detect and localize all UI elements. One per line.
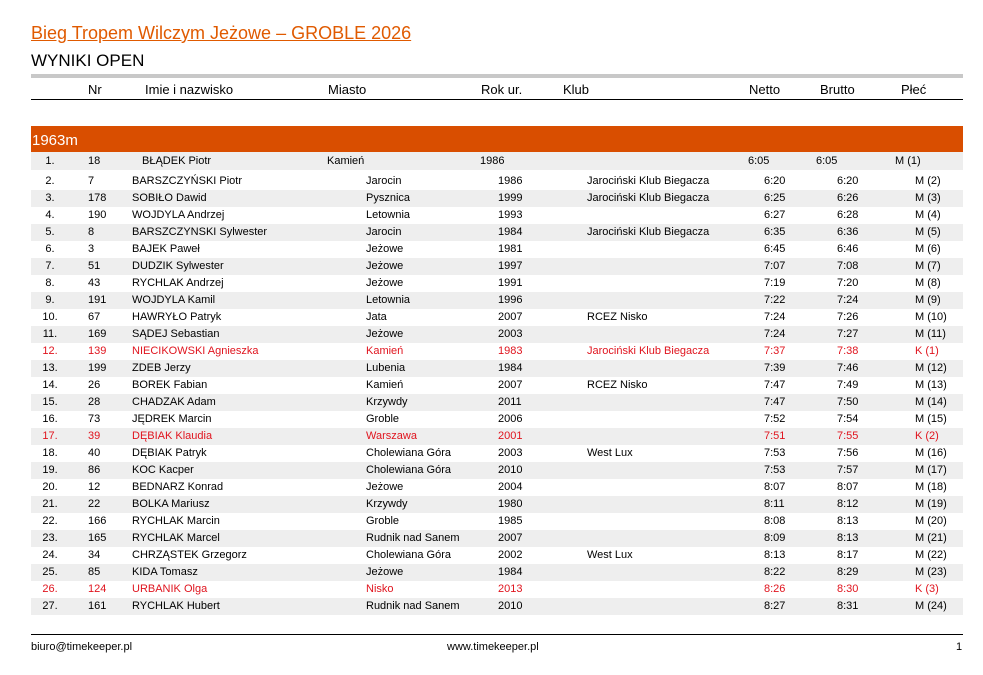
cell-brutto: 8:30: [837, 583, 859, 595]
cell-name: ZDEB Jerzy: [132, 362, 191, 374]
footer-website: www.timekeeper.pl: [447, 641, 539, 653]
cell-brutto: 7:56: [837, 447, 859, 459]
document-subtitle: WYNIKI OPEN: [31, 51, 145, 70]
cell-year: 2013: [498, 583, 523, 595]
cell-city: Cholewiana Góra: [366, 464, 451, 476]
cell-brutto: 6:28: [837, 209, 859, 221]
cell-year: 1984: [498, 226, 523, 238]
header-nr: Nr: [88, 82, 102, 97]
footer-divider: [31, 634, 963, 635]
cell-city: Pysznica: [366, 192, 411, 204]
document-title: Bieg Tropem Wilczym Jeżowe – GROBLE 2026: [31, 23, 412, 43]
cell-sex: M (23): [915, 566, 947, 578]
cell-nr: 22: [88, 498, 101, 510]
cell-brutto: 6:20: [837, 175, 859, 187]
cell-sex: M (6): [915, 243, 941, 255]
footer-page-number: 1: [956, 641, 963, 653]
cell-netto: 8:08: [764, 515, 786, 527]
cell-nr: 169: [88, 328, 107, 340]
cell-nr: 161: [88, 600, 107, 612]
cell-brutto: 8:13: [837, 532, 859, 544]
cell-nr: 26: [88, 379, 101, 391]
cell-netto: 6:45: [764, 243, 786, 255]
cell-year: 2003: [498, 447, 523, 459]
cell-brutto: 7:57: [837, 464, 859, 476]
cell-brutto: 7:49: [837, 379, 859, 391]
cell-pos: 11.: [42, 328, 58, 340]
cell-brutto: 7:20: [837, 277, 859, 289]
cell-sex: M (20): [915, 515, 947, 527]
cell-netto: 7:07: [764, 260, 786, 272]
cell-city: Jata: [366, 311, 387, 323]
cell-name: SOBIŁO Dawid: [132, 192, 207, 204]
cell-year: 1991: [498, 277, 523, 289]
cell-nr: 178: [88, 192, 107, 204]
cell-year: 2002: [498, 549, 523, 561]
cell-pos: 15.: [42, 396, 58, 408]
cell-brutto: 8:29: [837, 566, 859, 578]
table-row: [31, 394, 963, 411]
cell-year: 1996: [498, 294, 523, 306]
cell-netto: 8:09: [764, 532, 786, 544]
cell-netto: 7:24: [764, 328, 786, 340]
category-bar: [31, 126, 963, 152]
cell-year: 1984: [498, 566, 523, 578]
cell-city: Jeżowe: [366, 566, 404, 578]
cell-nr: 43: [88, 277, 101, 289]
cell-city: Kamień: [366, 379, 404, 391]
cell-sex: M (2): [915, 175, 941, 187]
cell-netto: 7:53: [764, 447, 786, 459]
cell-nr: 51: [88, 260, 101, 272]
cell-name: DUDZIK Sylwester: [132, 260, 224, 272]
cell-sex: M (16): [915, 447, 947, 459]
cell-nr: 40: [88, 447, 101, 459]
cell-name: BARSZCZYNSKI Sylwester: [132, 226, 268, 238]
cell-sex: M (22): [915, 549, 947, 561]
cell-nr: 39: [88, 430, 101, 442]
table-row: [31, 258, 963, 275]
cell-name: CHRZĄSTEK Grzegorz: [132, 549, 247, 561]
table-row: [31, 377, 963, 394]
cell-pos: 17.: [42, 430, 58, 442]
cell-netto: 7:47: [764, 396, 786, 408]
cell-club: Jarociński Klub Biegacza: [587, 192, 710, 204]
cell-pos: 5.: [45, 226, 55, 238]
cell-sex: K (1): [915, 345, 939, 357]
cell-brutto: 8:31: [837, 600, 859, 612]
cell-name: NIECIKOWSKI Agnieszka: [132, 345, 259, 357]
cell-pos: 16.: [42, 413, 58, 425]
cell-nr: 73: [88, 413, 101, 425]
cell-nr: 8: [88, 226, 95, 238]
cell-pos: 2.: [45, 175, 55, 187]
cell-name: BŁĄDEK Piotr: [142, 155, 212, 167]
header-divider: [31, 99, 963, 100]
cell-pos: 6.: [45, 243, 55, 255]
cell-brutto: 6:46: [837, 243, 859, 255]
cell-pos: 22.: [42, 515, 58, 527]
header-club: Klub: [563, 82, 590, 97]
cell-nr: 18: [88, 155, 101, 167]
cell-city: Jeżowe: [366, 277, 404, 289]
cell-name: JĘDREK Marcin: [132, 413, 212, 425]
cell-pos: 21.: [42, 498, 58, 510]
cell-pos: 20.: [42, 481, 58, 493]
table-row: [31, 496, 963, 513]
cell-city: Cholewiana Góra: [366, 447, 451, 459]
cell-netto: 8:07: [764, 481, 786, 493]
header-netto: Netto: [749, 82, 781, 97]
cell-year: 1985: [498, 515, 523, 527]
cell-year: 1984: [498, 362, 523, 374]
cell-nr: 191: [88, 294, 107, 306]
cell-name: RYCHLAK Marcin: [132, 515, 220, 527]
cell-nr: 199: [88, 362, 107, 374]
cell-club: RCEZ Nisko: [587, 379, 648, 391]
cell-sex: M (9): [915, 294, 941, 306]
cell-sex: M (15): [915, 413, 947, 425]
cell-city: Jarocin: [366, 175, 402, 187]
cell-year: 2007: [498, 311, 523, 323]
cell-name: RYCHLAK Marcel: [132, 532, 220, 544]
cell-sex: M (12): [915, 362, 947, 374]
cell-year: 2011: [498, 396, 522, 408]
cell-year: 2004: [498, 481, 523, 493]
table-row: [31, 292, 963, 309]
cell-club: Jarociński Klub Biegacza: [587, 345, 710, 357]
cell-brutto: 8:07: [837, 481, 859, 493]
cell-brutto: 6:26: [837, 192, 859, 204]
cell-pos: 10.: [42, 311, 58, 323]
cell-name: URBANIK Olga: [132, 583, 208, 595]
cell-brutto: 8:17: [837, 549, 859, 561]
table-row: [31, 343, 963, 360]
cell-year: 1993: [498, 209, 523, 221]
cell-brutto: 7:38: [837, 345, 859, 357]
cell-nr: 85: [88, 566, 101, 578]
table-row: [31, 152, 963, 170]
cell-sex: M (21): [915, 532, 947, 544]
cell-club: RCEZ Nisko: [587, 311, 648, 323]
cell-brutto: 7:50: [837, 396, 859, 408]
cell-brutto: 6:05: [816, 155, 838, 167]
table-row: [31, 428, 963, 445]
cell-brutto: 8:12: [837, 498, 859, 510]
cell-club: West Lux: [587, 447, 633, 459]
cell-year: 2007: [498, 379, 523, 391]
cell-name: RYCHLAK Andrzej: [132, 277, 224, 289]
cell-city: Krzywdy: [366, 498, 408, 510]
cell-sex: M (24): [915, 600, 947, 612]
cell-brutto: 7:24: [837, 294, 859, 306]
cell-name: BARSZCZYŃSKI Piotr: [132, 175, 243, 187]
cell-year: 2010: [498, 600, 523, 612]
cell-year: 2001: [498, 430, 523, 442]
cell-pos: 13.: [42, 362, 58, 374]
cell-city: Kamień: [327, 155, 365, 167]
cell-city: Jarocin: [366, 226, 402, 238]
cell-netto: 7:22: [764, 294, 786, 306]
cell-sex: M (8): [915, 277, 941, 289]
cell-name: KIDA Tomasz: [132, 566, 198, 578]
cell-club: Jarociński Klub Biegacza: [587, 175, 710, 187]
header-name: Imie i nazwisko: [145, 82, 234, 97]
cell-netto: 7:53: [764, 464, 786, 476]
cell-netto: 8:11: [764, 498, 785, 510]
cell-netto: 6:05: [748, 155, 770, 167]
cell-netto: 7:19: [764, 277, 786, 289]
cell-name: HAWRYŁO Patryk: [132, 311, 222, 323]
table-row: [31, 275, 963, 292]
cell-club: Jarociński Klub Biegacza: [587, 226, 710, 238]
cell-year: 2003: [498, 328, 523, 340]
cell-year: 2007: [498, 532, 523, 544]
cell-netto: 7:52: [764, 413, 786, 425]
title-divider: [31, 74, 963, 78]
cell-sex: M (18): [915, 481, 947, 493]
cell-city: Cholewiana Góra: [366, 549, 451, 561]
table-row: [31, 173, 963, 190]
cell-netto: 6:35: [764, 226, 786, 238]
cell-pos: 1.: [45, 155, 55, 167]
cell-sex: M (19): [915, 498, 947, 510]
cell-year: 2006: [498, 413, 523, 425]
cell-brutto: 7:27: [837, 328, 859, 340]
cell-city: Warszawa: [366, 430, 417, 442]
cell-nr: 28: [88, 396, 101, 408]
cell-club: West Lux: [587, 549, 633, 561]
cell-nr: 3: [88, 243, 95, 255]
cell-name: WOJDYLA Andrzej: [132, 209, 225, 221]
cell-year: 1980: [498, 498, 523, 510]
table-row: [31, 411, 963, 428]
cell-sex: M (17): [915, 464, 947, 476]
footer-email: biuro@timekeeper.pl: [31, 641, 133, 653]
cell-nr: 7: [88, 175, 95, 187]
cell-city: Jeżowe: [366, 260, 404, 272]
table-row: [31, 207, 963, 224]
cell-name: BAJEK Paweł: [132, 243, 200, 255]
cell-city: Nisko: [366, 583, 394, 595]
table-row: [31, 564, 963, 581]
table-row: [31, 581, 963, 598]
table-row: [31, 598, 963, 615]
cell-sex: M (7): [915, 260, 941, 272]
cell-city: Rudnik nad Sanem: [366, 532, 460, 544]
cell-pos: 26.: [42, 583, 58, 595]
header-year: Rok ur.: [481, 82, 523, 97]
cell-netto: 7:39: [764, 362, 786, 374]
category-label: 1963m: [32, 132, 78, 149]
cell-netto: 7:47: [764, 379, 786, 391]
cell-nr: 190: [88, 209, 107, 221]
cell-pos: 8.: [45, 277, 55, 289]
table-row: [31, 326, 963, 343]
cell-year: 1986: [480, 155, 505, 167]
cell-sex: K (2): [915, 430, 939, 442]
cell-pos: 27.: [42, 600, 58, 612]
cell-brutto: 7:26: [837, 311, 859, 323]
table-row: [31, 530, 963, 547]
cell-name: BOREK Fabian: [132, 379, 208, 391]
cell-city: Letownia: [366, 209, 411, 221]
cell-city: Groble: [366, 515, 400, 527]
cell-nr: 165: [88, 532, 107, 544]
table-row: [31, 360, 963, 377]
cell-name: BEDNARZ Konrad: [132, 481, 224, 493]
table-row: [31, 547, 963, 564]
cell-netto: 6:20: [764, 175, 786, 187]
table-row: [31, 224, 963, 241]
cell-netto: 8:22: [764, 566, 786, 578]
cell-pos: 14.: [42, 379, 58, 391]
cell-year: 1999: [498, 192, 523, 204]
table-row: [31, 513, 963, 530]
cell-sex: M (11): [915, 328, 946, 340]
cell-name: DĘBIAK Patryk: [132, 447, 207, 459]
cell-city: Rudnik nad Sanem: [366, 600, 460, 612]
cell-nr: 166: [88, 515, 107, 527]
cell-name: WOJDYLA Kamil: [132, 294, 216, 306]
cell-pos: 19.: [42, 464, 58, 476]
cell-brutto: 8:13: [837, 515, 859, 527]
cell-sex: M (14): [915, 396, 947, 408]
cell-sex: M (5): [915, 226, 941, 238]
cell-netto: 8:13: [764, 549, 786, 561]
table-row: [31, 309, 963, 326]
header-sex: Płeć: [901, 82, 927, 97]
cell-city: Letownia: [366, 294, 411, 306]
cell-pos: 4.: [45, 209, 55, 221]
cell-city: Krzywdy: [366, 396, 408, 408]
cell-sex: K (3): [915, 583, 939, 595]
cell-city: Groble: [366, 413, 400, 425]
cell-brutto: 7:54: [837, 413, 859, 425]
cell-city: Jeżowe: [366, 328, 404, 340]
cell-pos: 9.: [45, 294, 55, 306]
cell-name: KOC Kacper: [132, 464, 194, 476]
cell-sex: M (13): [915, 379, 947, 391]
table-row: [31, 190, 963, 207]
cell-year: 2010: [498, 464, 523, 476]
cell-brutto: 7:55: [837, 430, 859, 442]
cell-pos: 18.: [42, 447, 58, 459]
cell-name: RYCHLAK Hubert: [132, 600, 220, 612]
cell-name: CHADZAK Adam: [132, 396, 216, 408]
cell-brutto: 6:36: [837, 226, 859, 238]
cell-city: Kamień: [366, 345, 404, 357]
cell-pos: 24.: [42, 549, 58, 561]
header-brutto: Brutto: [820, 82, 855, 97]
cell-nr: 124: [88, 583, 107, 595]
cell-sex: M (4): [915, 209, 941, 221]
cell-pos: 3.: [45, 192, 55, 204]
cell-netto: 6:27: [764, 209, 786, 221]
cell-sex: M (1): [895, 155, 921, 167]
cell-nr: 86: [88, 464, 101, 476]
cell-netto: 6:25: [764, 192, 786, 204]
cell-netto: 7:24: [764, 311, 786, 323]
cell-netto: 7:51: [764, 430, 786, 442]
table-row: [31, 241, 963, 258]
cell-sex: M (3): [915, 192, 941, 204]
cell-pos: 7.: [45, 260, 55, 272]
cell-pos: 12.: [42, 345, 58, 357]
cell-pos: 23.: [42, 532, 58, 544]
table-row: [31, 462, 963, 479]
cell-name: SĄDEJ Sebastian: [132, 328, 220, 340]
cell-name: DĘBIAK Klaudia: [132, 430, 213, 442]
cell-sex: M (10): [915, 311, 947, 323]
cell-netto: 8:26: [764, 583, 786, 595]
table-row: [31, 445, 963, 462]
cell-nr: 12: [88, 481, 101, 493]
header-city: Miasto: [328, 82, 367, 97]
cell-brutto: 7:08: [837, 260, 859, 272]
cell-nr: 34: [88, 549, 101, 561]
table-row: [31, 479, 963, 496]
cell-netto: 8:27: [764, 600, 786, 612]
cell-pos: 25.: [42, 566, 58, 578]
cell-city: Jeżowe: [366, 243, 404, 255]
cell-year: 1986: [498, 175, 523, 187]
cell-brutto: 7:46: [837, 362, 859, 374]
cell-city: Lubenia: [366, 362, 406, 374]
cell-nr: 139: [88, 345, 107, 357]
cell-name: BOLKA Mariusz: [132, 498, 210, 510]
cell-year: 1983: [498, 345, 523, 357]
cell-year: 1997: [498, 260, 523, 272]
cell-netto: 7:37: [764, 345, 786, 357]
cell-year: 1981: [498, 243, 523, 255]
cell-city: Jeżowe: [366, 481, 404, 493]
cell-nr: 67: [88, 311, 101, 323]
